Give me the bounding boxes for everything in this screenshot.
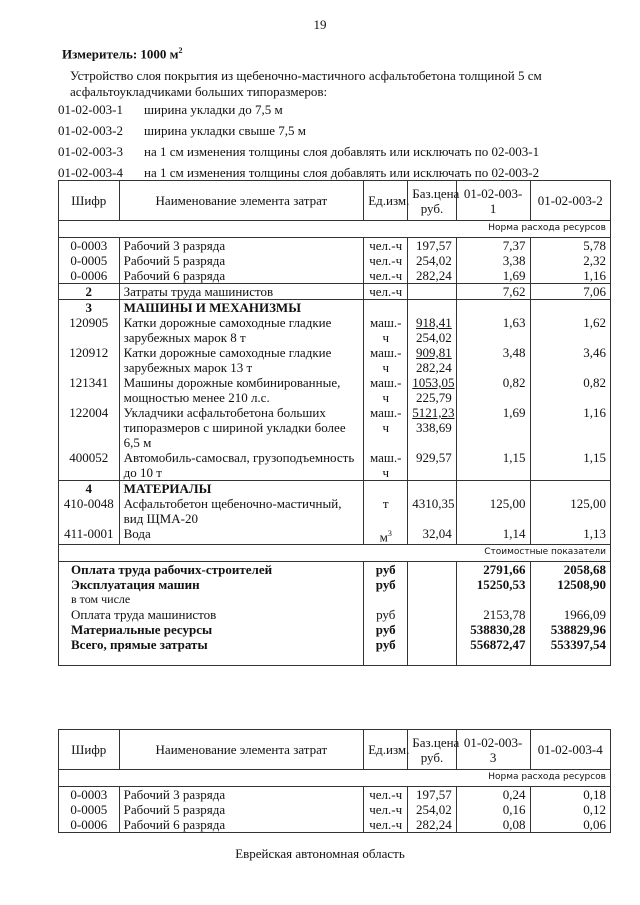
cell-v2: 2,32 — [530, 253, 610, 268]
cell-price — [408, 315, 456, 345]
cost-v2: 538829,96 — [530, 622, 610, 637]
header-variant-2: 01-02-003-2 — [530, 181, 610, 221]
work-description: Устройство слоя покрытия из щебеночно-мастичного асфальтобетона толщиной 5 см асфальтоукладчиками больших типоразмеров: — [70, 68, 542, 99]
cell-name: Рабочий 6 разряда — [119, 268, 364, 284]
cell-price: 929,57 — [408, 450, 456, 481]
header-price-line1: Баз.цена — [412, 185, 460, 201]
cell-v1: 1,14 — [456, 526, 530, 545]
cell-v2: 0,18 — [530, 787, 610, 803]
cell-unit: чел.-ч — [364, 787, 408, 803]
table-row — [59, 238, 611, 254]
table-row — [59, 253, 611, 268]
header-price-line1: Баз.цена — [412, 734, 460, 750]
cell-unit: чел.-ч — [364, 284, 408, 300]
cell-v2: 1,13 — [530, 526, 610, 545]
table-row — [59, 375, 611, 405]
variant-list — [58, 102, 539, 186]
cost-row — [59, 592, 611, 607]
header-price — [408, 181, 460, 221]
unit-sup: 3 — [387, 529, 392, 538]
cell-name: Катки дорожные самоходные гладкие зарубежных марок 13 т — [119, 345, 364, 375]
cell-price: 254,02 — [408, 802, 456, 817]
cell-unit: маш.-ч — [364, 375, 408, 405]
cell-name: Катки дорожные самоходные гладкие зарубежных марок 8 т — [119, 315, 364, 345]
cell-v2: 1,62 — [530, 315, 610, 345]
price-total: 909,81 — [415, 345, 452, 360]
section-code: 4 — [59, 481, 120, 497]
cell-name: Затраты труда машинистов — [119, 284, 364, 300]
cost-v1: 538830,28 — [456, 622, 530, 637]
cell-name: Рабочий 5 разряда — [119, 253, 364, 268]
table-row — [59, 496, 611, 526]
header-row — [59, 730, 611, 770]
cost-v2: 553397,54 — [530, 637, 610, 665]
cell-unit: маш.-ч — [364, 315, 408, 345]
cell-code: 410-0048 — [59, 496, 120, 526]
cost-v1: 2791,66 — [456, 562, 530, 578]
resource-table-2 — [58, 729, 611, 833]
cell-code: 0-0006 — [59, 268, 120, 284]
cost-row — [59, 562, 611, 578]
cost-unit: руб — [364, 637, 408, 665]
header-row — [59, 181, 611, 221]
cost-unit: руб — [364, 622, 408, 637]
cell-v2: 0,82 — [530, 375, 610, 405]
measure-label: Измеритель: 1000 м — [62, 46, 179, 62]
cell-price: 197,57 — [408, 787, 456, 803]
cell-code: 400052 — [59, 450, 120, 481]
cell-name: Вода — [119, 526, 364, 545]
header-unit: Ед.изм. — [364, 181, 408, 221]
cell-code: 0-0003 — [59, 238, 120, 254]
price-labor: 338,69 — [415, 420, 452, 435]
variant-item — [58, 102, 539, 123]
cost-v1: 15250,53 — [456, 577, 530, 592]
cell-unit: маш.-ч — [364, 450, 408, 481]
page-number: 19 — [313, 17, 327, 32]
cost-v1: 2153,78 — [456, 607, 530, 622]
cost-name: Всего, прямые затраты — [59, 637, 364, 665]
cell-unit: чел.-ч — [364, 253, 408, 268]
cell-v2: 1,16 — [530, 268, 610, 284]
cost-name: Материальные ресурсы — [59, 622, 364, 637]
cell-unit — [364, 526, 408, 545]
cell-price: 197,57 — [408, 238, 456, 254]
cell-v1: 0,08 — [456, 817, 530, 833]
cost-unit: руб — [364, 577, 408, 592]
cell-v2: 0,12 — [530, 802, 610, 817]
price-total: 5121,23 — [412, 405, 455, 420]
variant-item — [58, 144, 539, 165]
cell-v1: 7,37 — [456, 238, 530, 254]
variant-text: ширина укладки до 7,5 м — [144, 102, 283, 117]
variant-text: ширина укладки свыше 7,5 м — [144, 123, 307, 138]
cost-row — [59, 577, 611, 592]
price-labor: 254,02 — [415, 330, 452, 345]
cell-price — [408, 375, 456, 405]
cell-v1: 1,63 — [456, 315, 530, 345]
cell-name: Рабочий 3 разряда — [119, 787, 364, 803]
cost-v2: 2058,68 — [530, 562, 610, 578]
cell-v1: 1,15 — [456, 450, 530, 481]
cell-v1: 0,24 — [456, 787, 530, 803]
cell-name: Укладчики асфальтобетона больших типоразмеров с шириной укладки более 6,5 м — [119, 405, 364, 450]
table-row — [59, 315, 611, 345]
header-variant-3: 01-02-003-3 — [456, 730, 530, 770]
machinists-row — [59, 284, 611, 300]
cell-v1: 125,00 — [456, 496, 530, 526]
variant-item — [58, 123, 539, 144]
variant-code: 01-02-003-4 — [58, 165, 123, 180]
table-row — [59, 450, 611, 481]
header-variant-1: 01-02-003-1 — [456, 181, 530, 221]
cell-unit: чел.-ч — [364, 238, 408, 254]
section-row-materials — [59, 481, 611, 497]
cell-name: Рабочий 5 разряда — [119, 802, 364, 817]
cost-name: Оплата труда рабочих-строителей — [59, 562, 364, 578]
cell-code: 0-0006 — [59, 817, 120, 833]
header-name: Наименование элемента затрат — [119, 730, 364, 770]
cost-unit: руб — [364, 607, 408, 622]
cell-v2: 7,06 — [530, 284, 610, 300]
table-row — [59, 268, 611, 284]
cell-code: 121341 — [59, 375, 120, 405]
header-price — [408, 730, 460, 770]
cell-unit: маш.-ч — [364, 405, 408, 450]
table-row — [59, 526, 611, 545]
cell-v2: 3,46 — [530, 345, 610, 375]
price-total: 918,41 — [415, 315, 452, 330]
header-code: Шифр — [59, 730, 120, 770]
cell-v2: 5,78 — [530, 238, 610, 254]
cell-v1: 7,62 — [456, 284, 530, 300]
norm-label-row — [59, 770, 611, 787]
cost-v2: 12508,90 — [530, 577, 610, 592]
cell-unit: т — [364, 496, 408, 526]
price-total: 1053,05 — [412, 375, 455, 390]
cost-row — [59, 622, 611, 637]
cell-name: Автомобиль-самосвал, грузоподъемность до 10 т — [119, 450, 364, 481]
section-row-machines — [59, 300, 611, 316]
cost-unit: руб — [364, 562, 408, 578]
table-row — [59, 817, 611, 833]
cost-row — [59, 607, 611, 622]
cell-v2: 125,00 — [530, 496, 610, 526]
section-title: МАТЕРИАЛЫ — [119, 481, 364, 497]
cell-v2: 0,06 — [530, 817, 610, 833]
cell-name: Рабочий 6 разряда — [119, 817, 364, 833]
cell-code: 411-0001 — [59, 526, 120, 545]
cost-label: Стоимостные показатели — [59, 545, 611, 562]
header-unit: Ед.изм. — [364, 730, 408, 770]
section-code: 3 — [59, 300, 120, 316]
cell-price: 4310,35 — [408, 496, 456, 526]
cell-price — [408, 284, 456, 300]
price-labor: 282,24 — [415, 360, 452, 375]
norm-label: Норма расхода ресурсов — [59, 221, 611, 238]
cell-price — [408, 345, 456, 375]
variant-code: 01-02-003-3 — [58, 144, 123, 159]
cell-v1: 3,38 — [456, 253, 530, 268]
cell-unit: чел.-ч — [364, 802, 408, 817]
norm-label: Норма расхода ресурсов — [59, 770, 611, 787]
table-row — [59, 802, 611, 817]
cell-price: 282,24 — [408, 268, 456, 284]
cell-v2: 1,16 — [530, 405, 610, 450]
cell-code: 0-0005 — [59, 253, 120, 268]
cell-v1: 0,16 — [456, 802, 530, 817]
cell-v1: 0,82 — [456, 375, 530, 405]
header-variant-4: 01-02-003-4 — [530, 730, 610, 770]
norm-label-row — [59, 221, 611, 238]
variant-code: 01-02-003-1 — [58, 102, 123, 117]
price-labor: 225,79 — [415, 390, 452, 405]
header-price-line2: руб. — [420, 200, 444, 216]
cost-label-row — [59, 545, 611, 562]
cell-price — [408, 405, 456, 450]
measure-sup: 2 — [178, 46, 183, 55]
cost-row — [59, 637, 611, 665]
cell-name: Машины дорожные комбинированные, мощностью менее 210 л.с. — [119, 375, 364, 405]
header-code: Шифр — [59, 181, 120, 221]
cell-code: 120905 — [59, 315, 120, 345]
cost-name: Эксплуатация машин — [59, 577, 364, 592]
table-row — [59, 345, 611, 375]
cost-name: Оплата труда машинистов — [59, 607, 364, 622]
cell-code: 0-0005 — [59, 802, 120, 817]
cell-v2: 1,15 — [530, 450, 610, 481]
variant-code: 01-02-003-2 — [58, 123, 123, 138]
cell-code: 2 — [59, 284, 120, 300]
cell-code: 122004 — [59, 405, 120, 450]
cost-v1: 556872,47 — [456, 637, 530, 665]
table-row — [59, 787, 611, 803]
cost-name: в том числе — [59, 592, 364, 607]
resource-table-1 — [58, 180, 611, 666]
cell-price: 282,24 — [408, 817, 456, 833]
variant-text: на 1 см изменения толщины слоя добавлять или исключать по 02-003-2 — [144, 165, 540, 180]
cell-price: 254,02 — [408, 253, 456, 268]
cell-code: 120912 — [59, 345, 120, 375]
cell-name: Рабочий 3 разряда — [119, 238, 364, 254]
cell-unit: маш.-ч — [364, 345, 408, 375]
cell-code: 0-0003 — [59, 787, 120, 803]
variant-text: на 1 см изменения толщины слоя добавлять или исключать по 02-003-1 — [144, 144, 540, 159]
cost-v2: 1966,09 — [530, 607, 610, 622]
cell-v1: 1,69 — [456, 268, 530, 284]
cell-unit: чел.-ч — [364, 817, 408, 833]
cell-name: Асфальтобетон щебеночно-мастичный, вид ЩМА-20 — [119, 496, 364, 526]
header-price-line2: руб. — [420, 749, 444, 765]
cell-price: 32,04 — [408, 526, 456, 545]
region-footer: Еврейская автономная область — [235, 846, 405, 861]
section-title: МАШИНЫ И МЕХАНИЗМЫ — [119, 300, 364, 316]
cell-v1: 1,69 — [456, 405, 530, 450]
cell-v1: 3,48 — [456, 345, 530, 375]
cell-unit: чел.-ч — [364, 268, 408, 284]
measure-heading — [62, 46, 183, 62]
header-name: Наименование элемента затрат — [119, 181, 364, 221]
unit-text: м — [379, 529, 388, 545]
table-row — [59, 405, 611, 450]
